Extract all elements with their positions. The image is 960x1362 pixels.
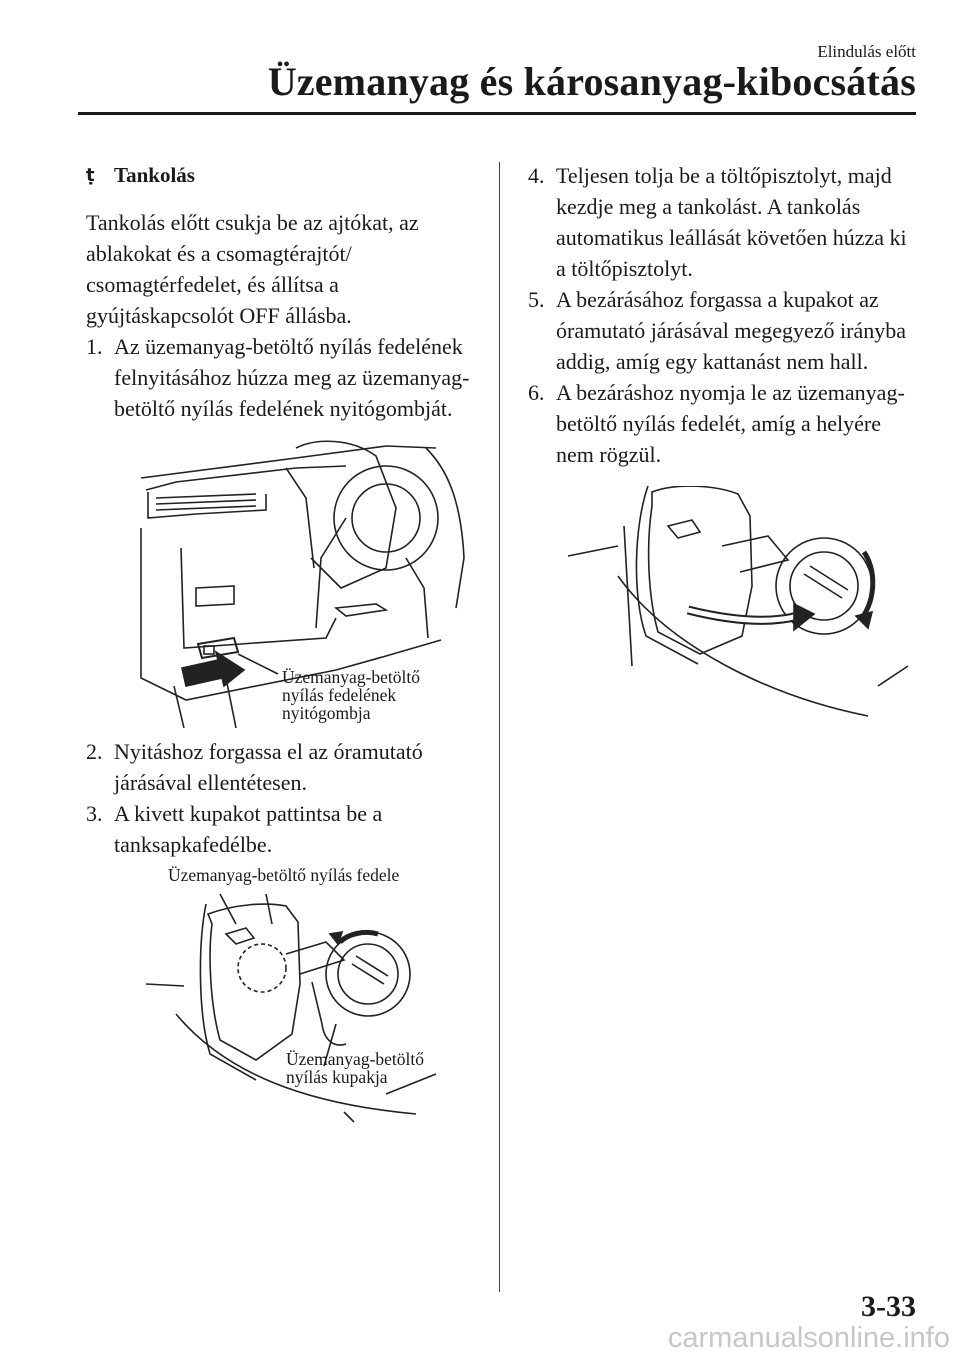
fig1-label-line: nyílás fedelének (282, 685, 397, 705)
fig2-label-top: Üzemanyag-betöltő nyílás fedele (168, 865, 400, 885)
step-text: A bezárásához forgassa a kupakot az óramutató járásával megegyező irányba addig, amíg egy kattanást nem hall. (556, 287, 907, 374)
step-2 (86, 736, 481, 798)
fig2-label-line: Üzemanyag-betöltő (286, 1049, 425, 1069)
intro-paragraph: Tankolás előtt csukja be az ajtókat, az ablakokat és a csomagtérajtót/ csomagtérfedelet, és állítsa a gyújtáskapcsolót OFF állásba. (86, 210, 419, 328)
step-text: Az üzemanyag-betöltő nyílás fedelének felnyitásához húzza meg az üzemanyag-betöltő nyílás fedelének nyitógombját. (114, 334, 470, 421)
fig2-label-line: nyílás kupakja (286, 1067, 388, 1087)
step-number: 1. (86, 334, 103, 359)
fig2-label-bottom (286, 1050, 424, 1086)
subhead-text: Tankolás (114, 163, 195, 187)
step-5 (528, 284, 920, 377)
fig1-label-line: nyitógombja (282, 703, 371, 723)
step-number: 5. (528, 287, 545, 312)
right-column (528, 160, 920, 726)
step-4 (528, 160, 920, 284)
subhead (86, 160, 481, 191)
step-number: 3. (86, 801, 103, 826)
fuel-cap-close-figure (528, 486, 920, 726)
watermark-text: carmanualsonline.info (667, 1322, 950, 1354)
small-t-bullet-icon: ṭ (86, 165, 95, 186)
step-3 (86, 798, 481, 860)
section-label: Elindulás előtt (817, 42, 916, 61)
step-text: Nyitáshoz forgassa el az óramutató járásával ellentétesen. (114, 739, 423, 795)
step-number: 2. (86, 739, 103, 764)
fig1-label-line: Üzemanyag-betöltő (282, 667, 421, 687)
left-column (86, 160, 481, 1124)
fuel-cap-stow-figure (86, 864, 481, 1124)
step-number: 6. (528, 380, 545, 405)
step-text: A kivett kupakot pattintsa be a tanksapkafedélbe. (114, 801, 383, 857)
page-number: 3-33 (861, 1290, 916, 1323)
step-6 (528, 377, 920, 470)
cap-closing-illustration (528, 486, 920, 726)
fig1-label (282, 668, 420, 722)
step-1 (86, 331, 481, 424)
step-text: A bezáráshoz nyomja le az üzemanyag-betöltő nyílás fedelét, amíg a helyére nem rögzül. (556, 380, 905, 467)
page-title: Üzemanyag és károsanyag-kibocsátás (267, 59, 916, 104)
fuel-lid-opener-figure (86, 438, 481, 728)
header-rule (78, 112, 916, 115)
step-text: Teljesen tolja be a töltőpisztolyt, majd kezdje meg a tankolást. A tankolás automatikus leállását követően húzza ki a töltőpisztolyt. (556, 163, 907, 281)
step-number: 4. (528, 163, 545, 188)
column-divider (499, 162, 500, 1292)
